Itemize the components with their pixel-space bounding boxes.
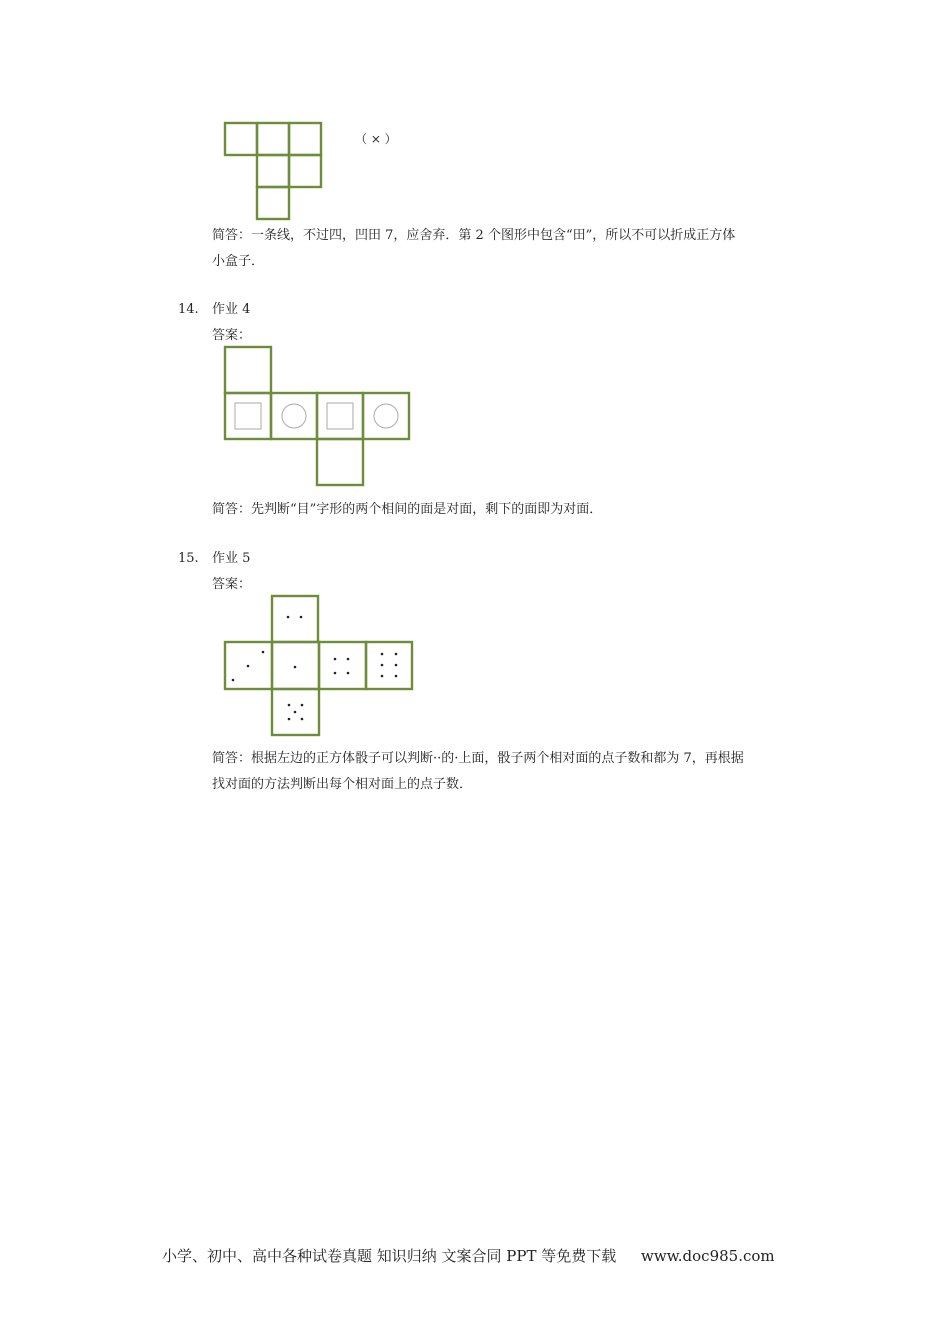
footer-site-link[interactable]: www.doc985.com: [641, 1247, 775, 1265]
q15-number: 15.: [178, 551, 199, 566]
q15-answer-label: 答案：: [212, 577, 252, 592]
page-footer: [162, 1246, 781, 1266]
q13-cube-net-figure: [220, 118, 330, 228]
q13-answer-line1: 简答：一条线，不过四，凹田 7，应舍弃．第 2 个图形中包含“田”，所以不可以折成正方体: [212, 228, 736, 243]
footer-text: 小学、初中、高中各种试卷真题 知识归纳 文案合同 PPT 等免费下载: [162, 1247, 617, 1265]
circle-shape-icon: [374, 404, 398, 428]
q14-answer-label: 答案：: [212, 328, 252, 343]
q15-title: 作业 5: [212, 551, 251, 566]
circle-shape-icon: [282, 404, 306, 428]
square-shape-icon: [327, 403, 353, 429]
q14-title: 作业 4: [212, 302, 251, 317]
q13-mark: （ × ）: [355, 132, 397, 146]
q14-answer-text: 简答：先判断“目”字形的两个相间的面是对面，剩下的面即为对面．: [212, 502, 603, 517]
q15-answer-line1: 简答：根据左边的正方体骰子可以判断··的·上面，骰子两个相对面的点子数和都为 7，再根据: [212, 751, 744, 766]
q14-number: 14.: [178, 302, 199, 317]
q15-answer-line2: 找对面的方法判断出每个相对面上的点子数．: [212, 777, 473, 792]
q15-dice-net-figure: [220, 591, 420, 741]
q14-cube-net-figure: [220, 342, 420, 492]
q13-answer-line2: 小盒子．: [212, 254, 265, 269]
square-shape-icon: [235, 403, 261, 429]
